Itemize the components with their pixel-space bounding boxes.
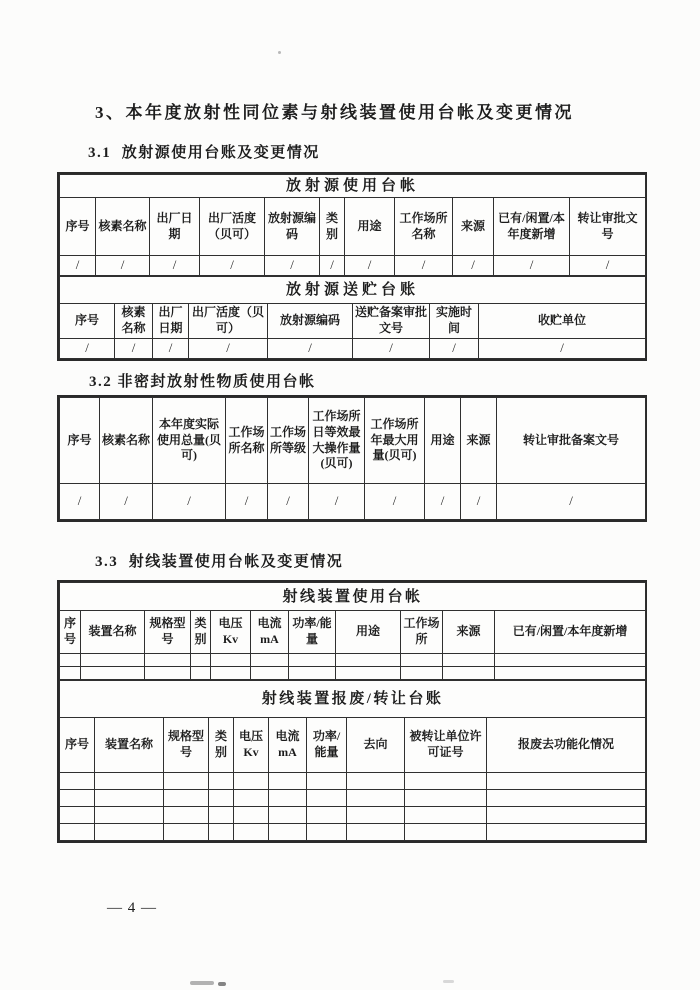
heading-3-3: 3.3 射线装置使用台帐及变更情况 (95, 554, 344, 570)
empty-cell (347, 824, 405, 841)
column-header: 出厂日期 (150, 198, 200, 256)
empty-cell (336, 667, 401, 680)
data-cell: / (453, 256, 494, 276)
empty-cell (60, 654, 81, 667)
column-header: 电压Kv (234, 718, 269, 773)
data-cell: / (320, 256, 345, 276)
table-title: 放射源使用台帐 (60, 175, 646, 198)
column-header: 实施时间 (430, 303, 479, 338)
empty-cell (211, 654, 251, 667)
column-header: 已有/闲置/本年度新增 (494, 198, 570, 256)
column-header: 去向 (347, 718, 405, 773)
empty-cell (60, 790, 95, 807)
column-header: 核素名称 (100, 398, 153, 484)
data-cell: / (345, 256, 395, 276)
data-cell: / (570, 256, 646, 276)
column-header: 核素名称 (115, 303, 153, 338)
data-cell: / (268, 484, 309, 520)
empty-cell (269, 807, 307, 824)
column-header: 出厂日期 (153, 303, 189, 338)
empty-cell (234, 773, 269, 790)
source-use-subtable (59, 174, 646, 276)
data-cell: / (100, 484, 153, 520)
device-disposal-subtable (59, 680, 646, 841)
empty-cell (211, 667, 251, 680)
heading-3-1: 3.1 放射源使用台账及变更情况 (88, 145, 320, 161)
data-cell: / (153, 484, 226, 520)
table-title: 射线装置报废/转让台账 (60, 681, 646, 718)
empty-cell (307, 824, 347, 841)
column-header: 被转让单位许可证号 (405, 718, 487, 773)
empty-cell (307, 790, 347, 807)
empty-cell (405, 824, 487, 841)
data-cell: / (365, 484, 425, 520)
empty-cell (164, 773, 209, 790)
column-header: 序号 (60, 398, 100, 484)
empty-cell (191, 654, 211, 667)
column-header: 用途 (336, 611, 401, 654)
column-header: 出厂活度（贝可） (189, 303, 268, 338)
column-header: 工作场所名称 (395, 198, 453, 256)
empty-cell (269, 773, 307, 790)
data-cell: / (226, 484, 268, 520)
empty-cell (209, 824, 234, 841)
main-section-title: 3、本年度放射性同位素与射线装置使用台帐及变更情况 (95, 103, 574, 122)
empty-cell (81, 667, 145, 680)
empty-cell (145, 667, 191, 680)
empty-cell (401, 667, 443, 680)
source-storage-subtable (59, 276, 646, 359)
empty-cell (289, 667, 336, 680)
empty-cell (269, 824, 307, 841)
column-header: 来源 (453, 198, 494, 256)
column-header: 报废去功能化情况 (487, 718, 646, 773)
column-header: 规格型号 (145, 611, 191, 654)
column-header: 序号 (60, 718, 95, 773)
device-use-subtable (59, 582, 646, 680)
scan-artifact (218, 982, 226, 986)
empty-cell (81, 654, 145, 667)
column-header: 功率/能量 (289, 611, 336, 654)
empty-cell (60, 824, 95, 841)
column-header: 转让审批备案文号 (497, 398, 646, 484)
data-cell: / (200, 256, 265, 276)
column-header: 装置名称 (81, 611, 145, 654)
column-header: 电流mA (251, 611, 289, 654)
column-header: 电压Kv (211, 611, 251, 654)
column-header: 送贮备案审批文号 (353, 303, 430, 338)
data-cell: / (150, 256, 200, 276)
empty-cell (164, 807, 209, 824)
column-header: 用途 (345, 198, 395, 256)
empty-cell (251, 654, 289, 667)
empty-cell (60, 773, 95, 790)
data-cell: / (479, 338, 646, 358)
empty-cell (405, 773, 487, 790)
column-header: 来源 (461, 398, 497, 484)
empty-cell (209, 807, 234, 824)
data-cell: / (265, 256, 320, 276)
empty-cell (495, 667, 646, 680)
column-header: 工作场所年最大用量(贝可) (365, 398, 425, 484)
data-cell: / (153, 338, 189, 358)
heading-3-2: 3.2 非密封放射性物质使用台帐 (89, 374, 316, 390)
empty-cell (95, 790, 164, 807)
column-header: 类别 (320, 198, 345, 256)
empty-cell (234, 824, 269, 841)
empty-cell (209, 790, 234, 807)
column-header: 来源 (443, 611, 495, 654)
empty-cell (495, 654, 646, 667)
empty-cell (164, 790, 209, 807)
data-cell: / (497, 484, 646, 520)
page-number: — 4 — (107, 900, 157, 916)
scan-artifact (190, 981, 214, 985)
empty-cell (145, 654, 191, 667)
empty-cell (405, 807, 487, 824)
scan-artifact (443, 980, 454, 983)
empty-cell (307, 807, 347, 824)
table-title: 放射源送贮台账 (60, 276, 646, 303)
column-header: 本年度实际使用总量(贝可) (153, 398, 226, 484)
column-header: 工作场所名称 (226, 398, 268, 484)
empty-cell (443, 667, 495, 680)
empty-cell (251, 667, 289, 680)
column-header: 类别 (191, 611, 211, 654)
empty-cell (95, 773, 164, 790)
column-header: 已有/闲置/本年度新增 (495, 611, 646, 654)
data-cell: / (309, 484, 365, 520)
data-cell: / (395, 256, 453, 276)
empty-cell (60, 667, 81, 680)
data-cell: / (60, 338, 115, 358)
data-cell: / (189, 338, 268, 358)
column-header: 放射源编码 (268, 303, 353, 338)
column-header: 放射源编码 (265, 198, 320, 256)
empty-cell (95, 824, 164, 841)
empty-cell (487, 790, 646, 807)
column-header: 序号 (60, 611, 81, 654)
column-header: 工作场所等级 (268, 398, 309, 484)
column-header: 功率/能量 (307, 718, 347, 773)
table-title: 射线装置使用台帐 (60, 583, 646, 611)
data-cell: / (353, 338, 430, 358)
data-cell: / (461, 484, 497, 520)
empty-cell (289, 654, 336, 667)
empty-cell (191, 667, 211, 680)
scan-artifact (278, 51, 281, 54)
device-ledger-table (57, 580, 647, 843)
column-header: 工作场所 (401, 611, 443, 654)
empty-cell (95, 807, 164, 824)
empty-cell (269, 790, 307, 807)
column-header: 转让审批文号 (570, 198, 646, 256)
empty-cell (405, 790, 487, 807)
empty-cell (164, 824, 209, 841)
empty-cell (487, 824, 646, 841)
empty-cell (347, 807, 405, 824)
empty-cell (487, 773, 646, 790)
empty-cell (209, 773, 234, 790)
column-header: 工作场所日等效最大操作量(贝可) (309, 398, 365, 484)
data-cell: / (60, 256, 96, 276)
empty-cell (234, 807, 269, 824)
data-cell: / (96, 256, 150, 276)
column-header: 电流mA (269, 718, 307, 773)
column-header: 核素名称 (96, 198, 150, 256)
empty-cell (401, 654, 443, 667)
column-header: 类别 (209, 718, 234, 773)
data-cell: / (494, 256, 570, 276)
empty-cell (347, 790, 405, 807)
column-header: 序号 (60, 198, 96, 256)
empty-cell (443, 654, 495, 667)
empty-cell (347, 773, 405, 790)
empty-cell (60, 807, 95, 824)
empty-cell (487, 807, 646, 824)
column-header: 收贮单位 (479, 303, 646, 338)
column-header: 用途 (425, 398, 461, 484)
data-cell: / (60, 484, 100, 520)
data-cell: / (425, 484, 461, 520)
column-header: 序号 (60, 303, 115, 338)
empty-cell (307, 773, 347, 790)
data-cell: / (430, 338, 479, 358)
data-cell: / (115, 338, 153, 358)
unsealed-subtable (59, 397, 646, 520)
column-header: 出厂活度（贝可） (200, 198, 265, 256)
unsealed-material-table (57, 395, 647, 522)
column-header: 规格型号 (164, 718, 209, 773)
source-ledger-table (57, 172, 647, 361)
data-cell: / (268, 338, 353, 358)
empty-cell (234, 790, 269, 807)
empty-cell (336, 654, 401, 667)
column-header: 装置名称 (95, 718, 164, 773)
